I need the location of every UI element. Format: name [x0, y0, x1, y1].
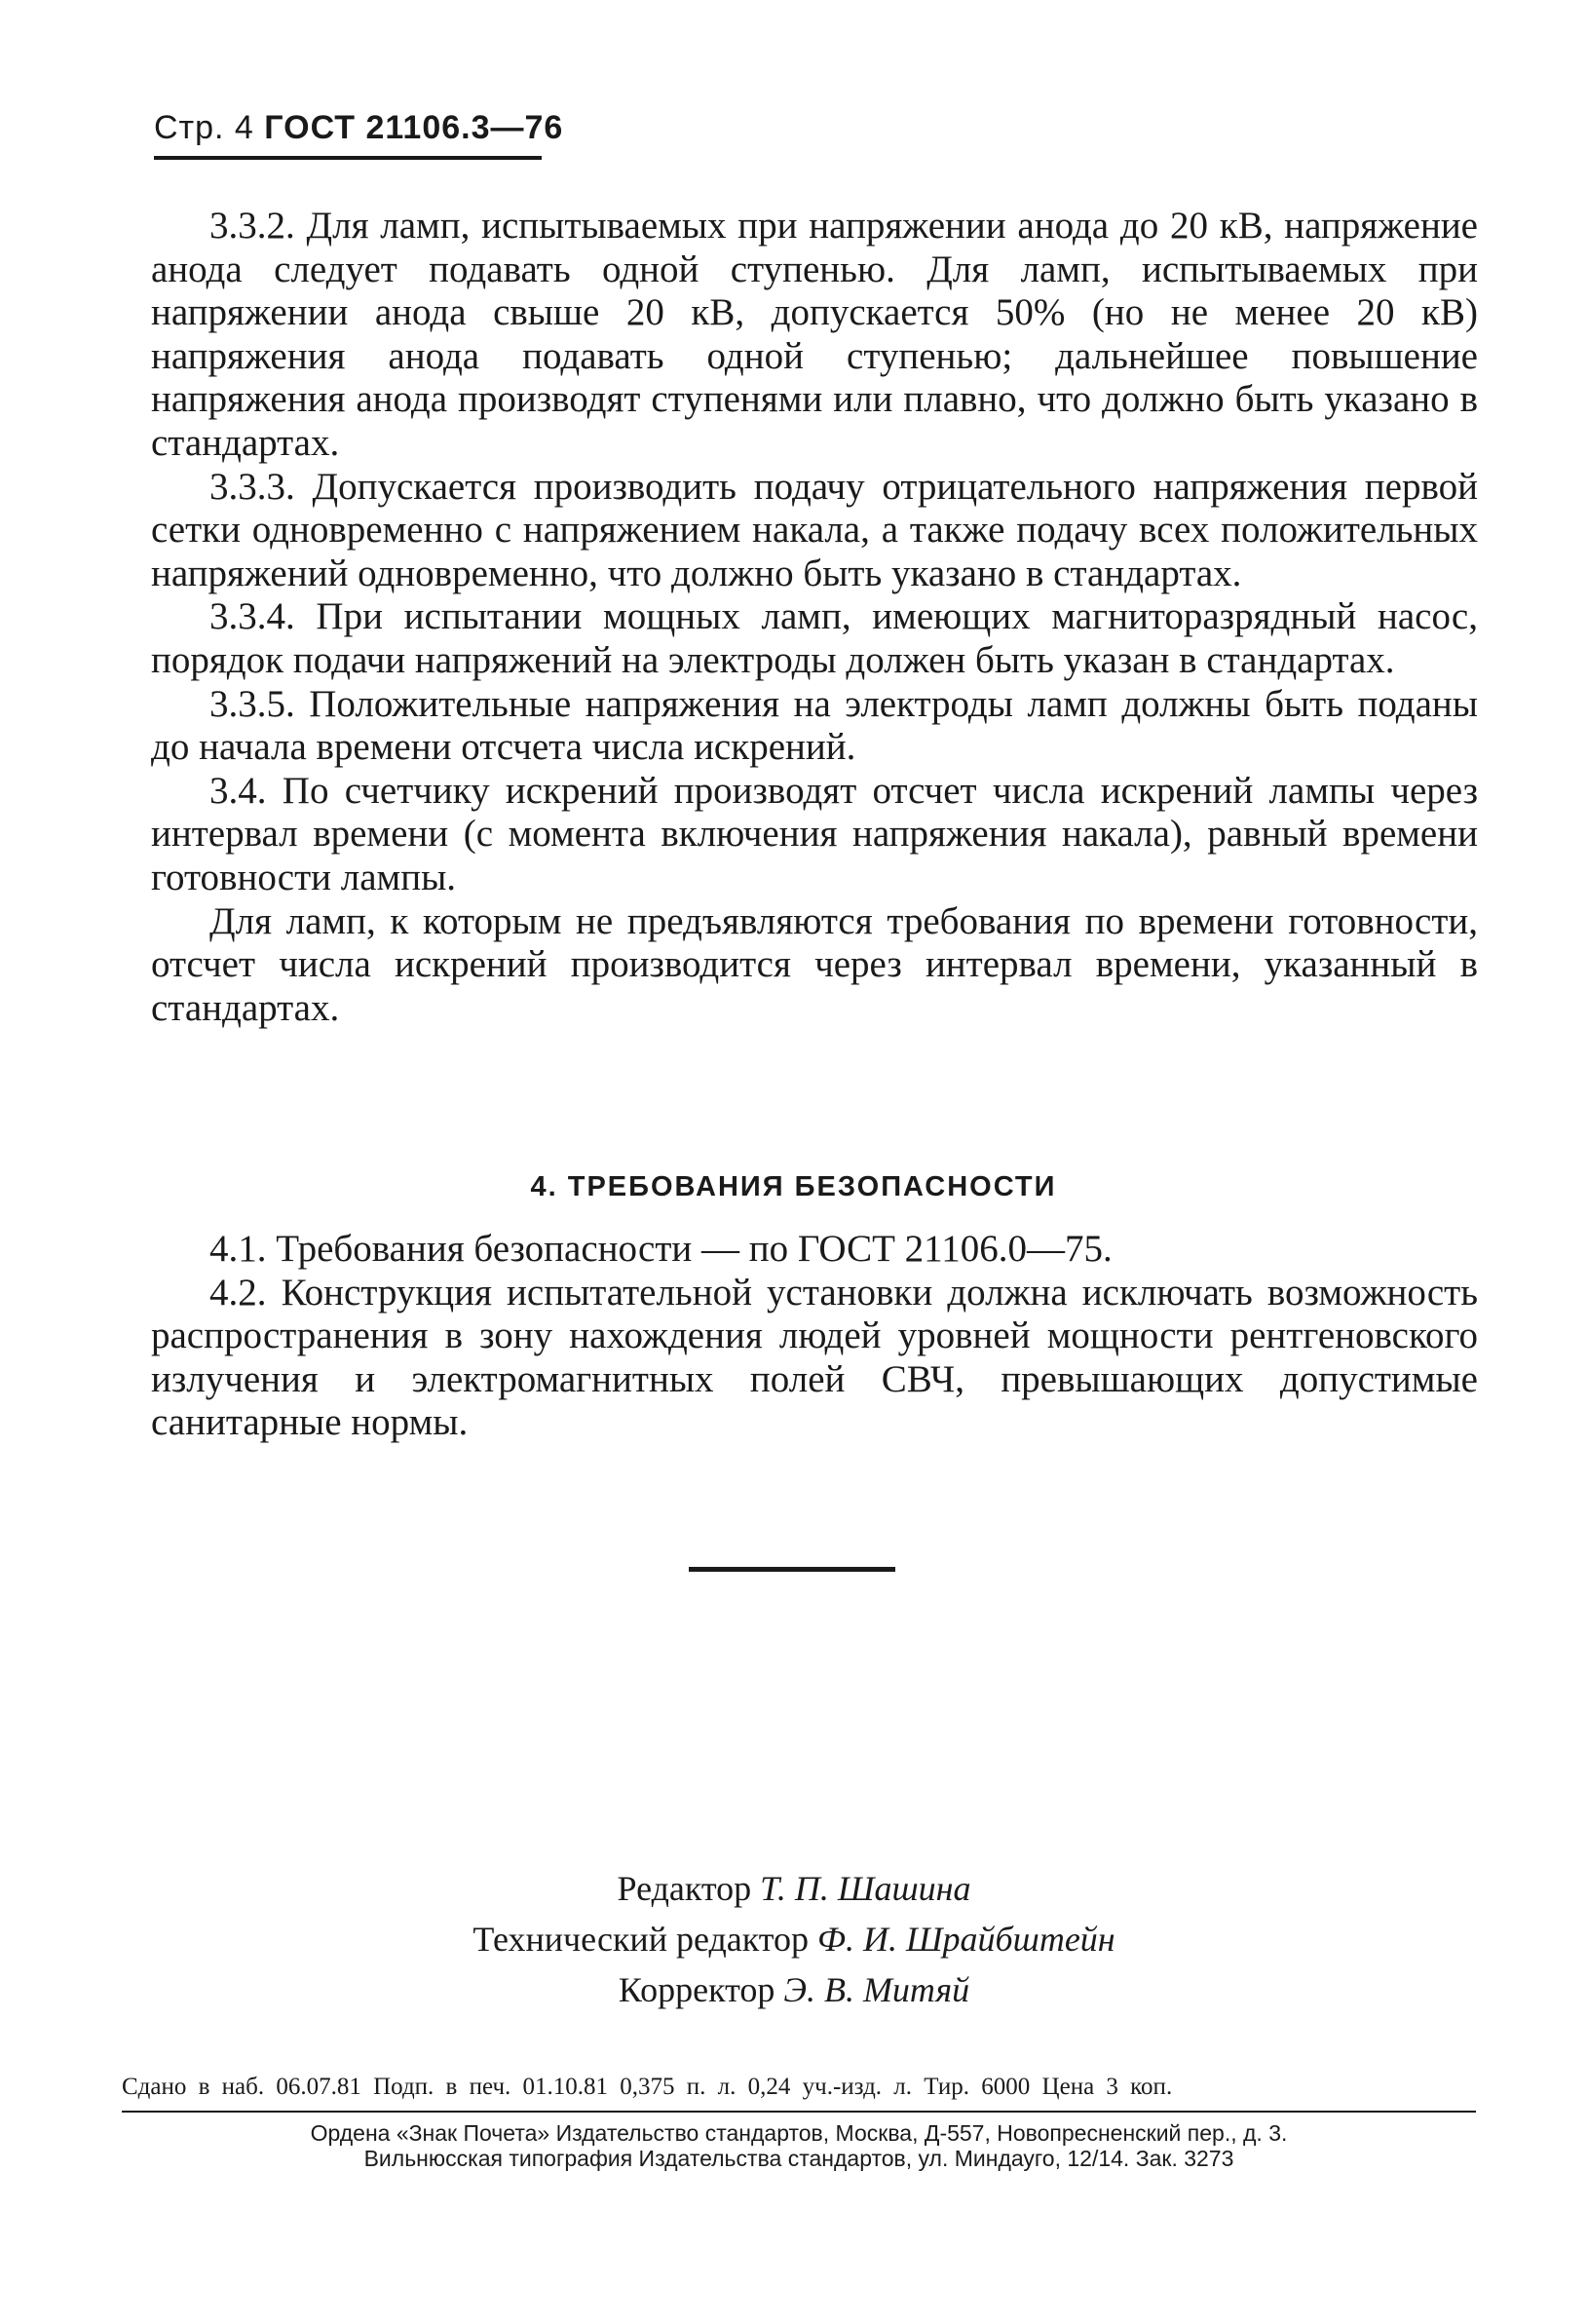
paragraph-4-2: 4.2. Конструкция испытательной установки должна исключать возможность распространения в зону нахождения людей уровней мощности рентгеновского излучения и электромагнитных полей СВЧ, превышающих допустимые санитарные нормы. — [151, 1271, 1478, 1444]
section-4-text — [151, 1228, 1478, 1445]
editor-role: Редактор — [617, 1869, 752, 1908]
section-4-heading: 4. ТРЕБОВАНИЯ БЕЗОПАСНОСТИ — [530, 1171, 1057, 1202]
page-number: Стр. 4 — [154, 109, 254, 146]
editor-name: Т. П. Шашина — [760, 1869, 971, 1908]
publisher-block — [122, 2120, 1476, 2171]
tech-editor-role: Технический редактор — [472, 1920, 810, 1959]
header-underline — [154, 156, 542, 160]
end-of-text-rule — [689, 1567, 895, 1572]
corrector-name: Э. В. Митяй — [783, 1970, 970, 2009]
publisher-line-2: Вильнюсская типография Издательства стандартов, ул. Миндауго, 12/14. Зак. 3273 — [363, 2146, 1234, 2171]
paragraph-3-4-note: Для ламп, к которым не предъявляются требования по времени готовности, отсчет числа искрений производится через интервал времени, указанный в стандартах. — [151, 899, 1478, 1029]
paragraph-3-3-4: 3.3.4. При испытании мощных ламп, имеющих магниторазрядный насос, порядок подачи напряжений на электроды должен быть указан в стандартах. — [151, 595, 1478, 681]
tech-editor-line — [443, 1914, 1145, 1964]
paragraph-3-3-2: 3.3.2. Для ламп, испытываемых при напряжении анода до 20 кВ, напряжение анода следует подавать одной ступенью. Для ламп, испытываемых при напряжении анода свыше 20 кВ, допускается 50% (но не менее 20 кВ) напряжения анода подавать одной ступенью; дальнейшее повышение напряжения анода производят ступенями или плавно, что должно быть указано в стандартах. — [151, 205, 1478, 464]
corrector-role: Корректор — [618, 1970, 775, 2009]
paragraph-3-4: 3.4. По счетчику искрений производят отсчет числа искрений лампы через интервал времени (с момента включения напряжения накала), равный времени готовности лампы. — [151, 769, 1478, 898]
editor-line — [443, 1863, 1145, 1914]
page-header — [154, 109, 563, 147]
paragraph-3-3-3: 3.3.3. Допускается производить подачу отрицательного напряжения первой сетки одновременно с напряжением накала, а также подачу всех положительных напряжений одновременно, что должно быть указано в стандартах. — [151, 465, 1478, 594]
standard-code: ГОСТ 21106.3—76 — [264, 109, 564, 146]
publisher-line-1: Ордена «Знак Почета» Издательство стандартов, Москва, Д-557, Новопресненский пер., д. 3. — [310, 2120, 1288, 2146]
tech-editor-name: Ф. И. Шрайбштейн — [817, 1920, 1115, 1959]
section-3-text — [151, 205, 1478, 1030]
imprint-rule — [122, 2111, 1476, 2113]
corrector-line — [443, 1964, 1145, 2015]
credits-block — [443, 1863, 1145, 2015]
paragraph-4-1: 4.1. Требования безопасности — по ГОСТ 21106.0—75. — [209, 1228, 1113, 1270]
paragraph-3-3-5: 3.3.5. Положительные напряжения на электроды ламп должны быть поданы до начала времени отсчета числа искрений. — [151, 682, 1478, 769]
imprint-line: Сдано в наб. 06.07.81 Подп. в печ. 01.10.81 0,375 п. л. 0,24 уч.-изд. л. Тир. 6000 Цена 3 коп. — [122, 2074, 1173, 2100]
